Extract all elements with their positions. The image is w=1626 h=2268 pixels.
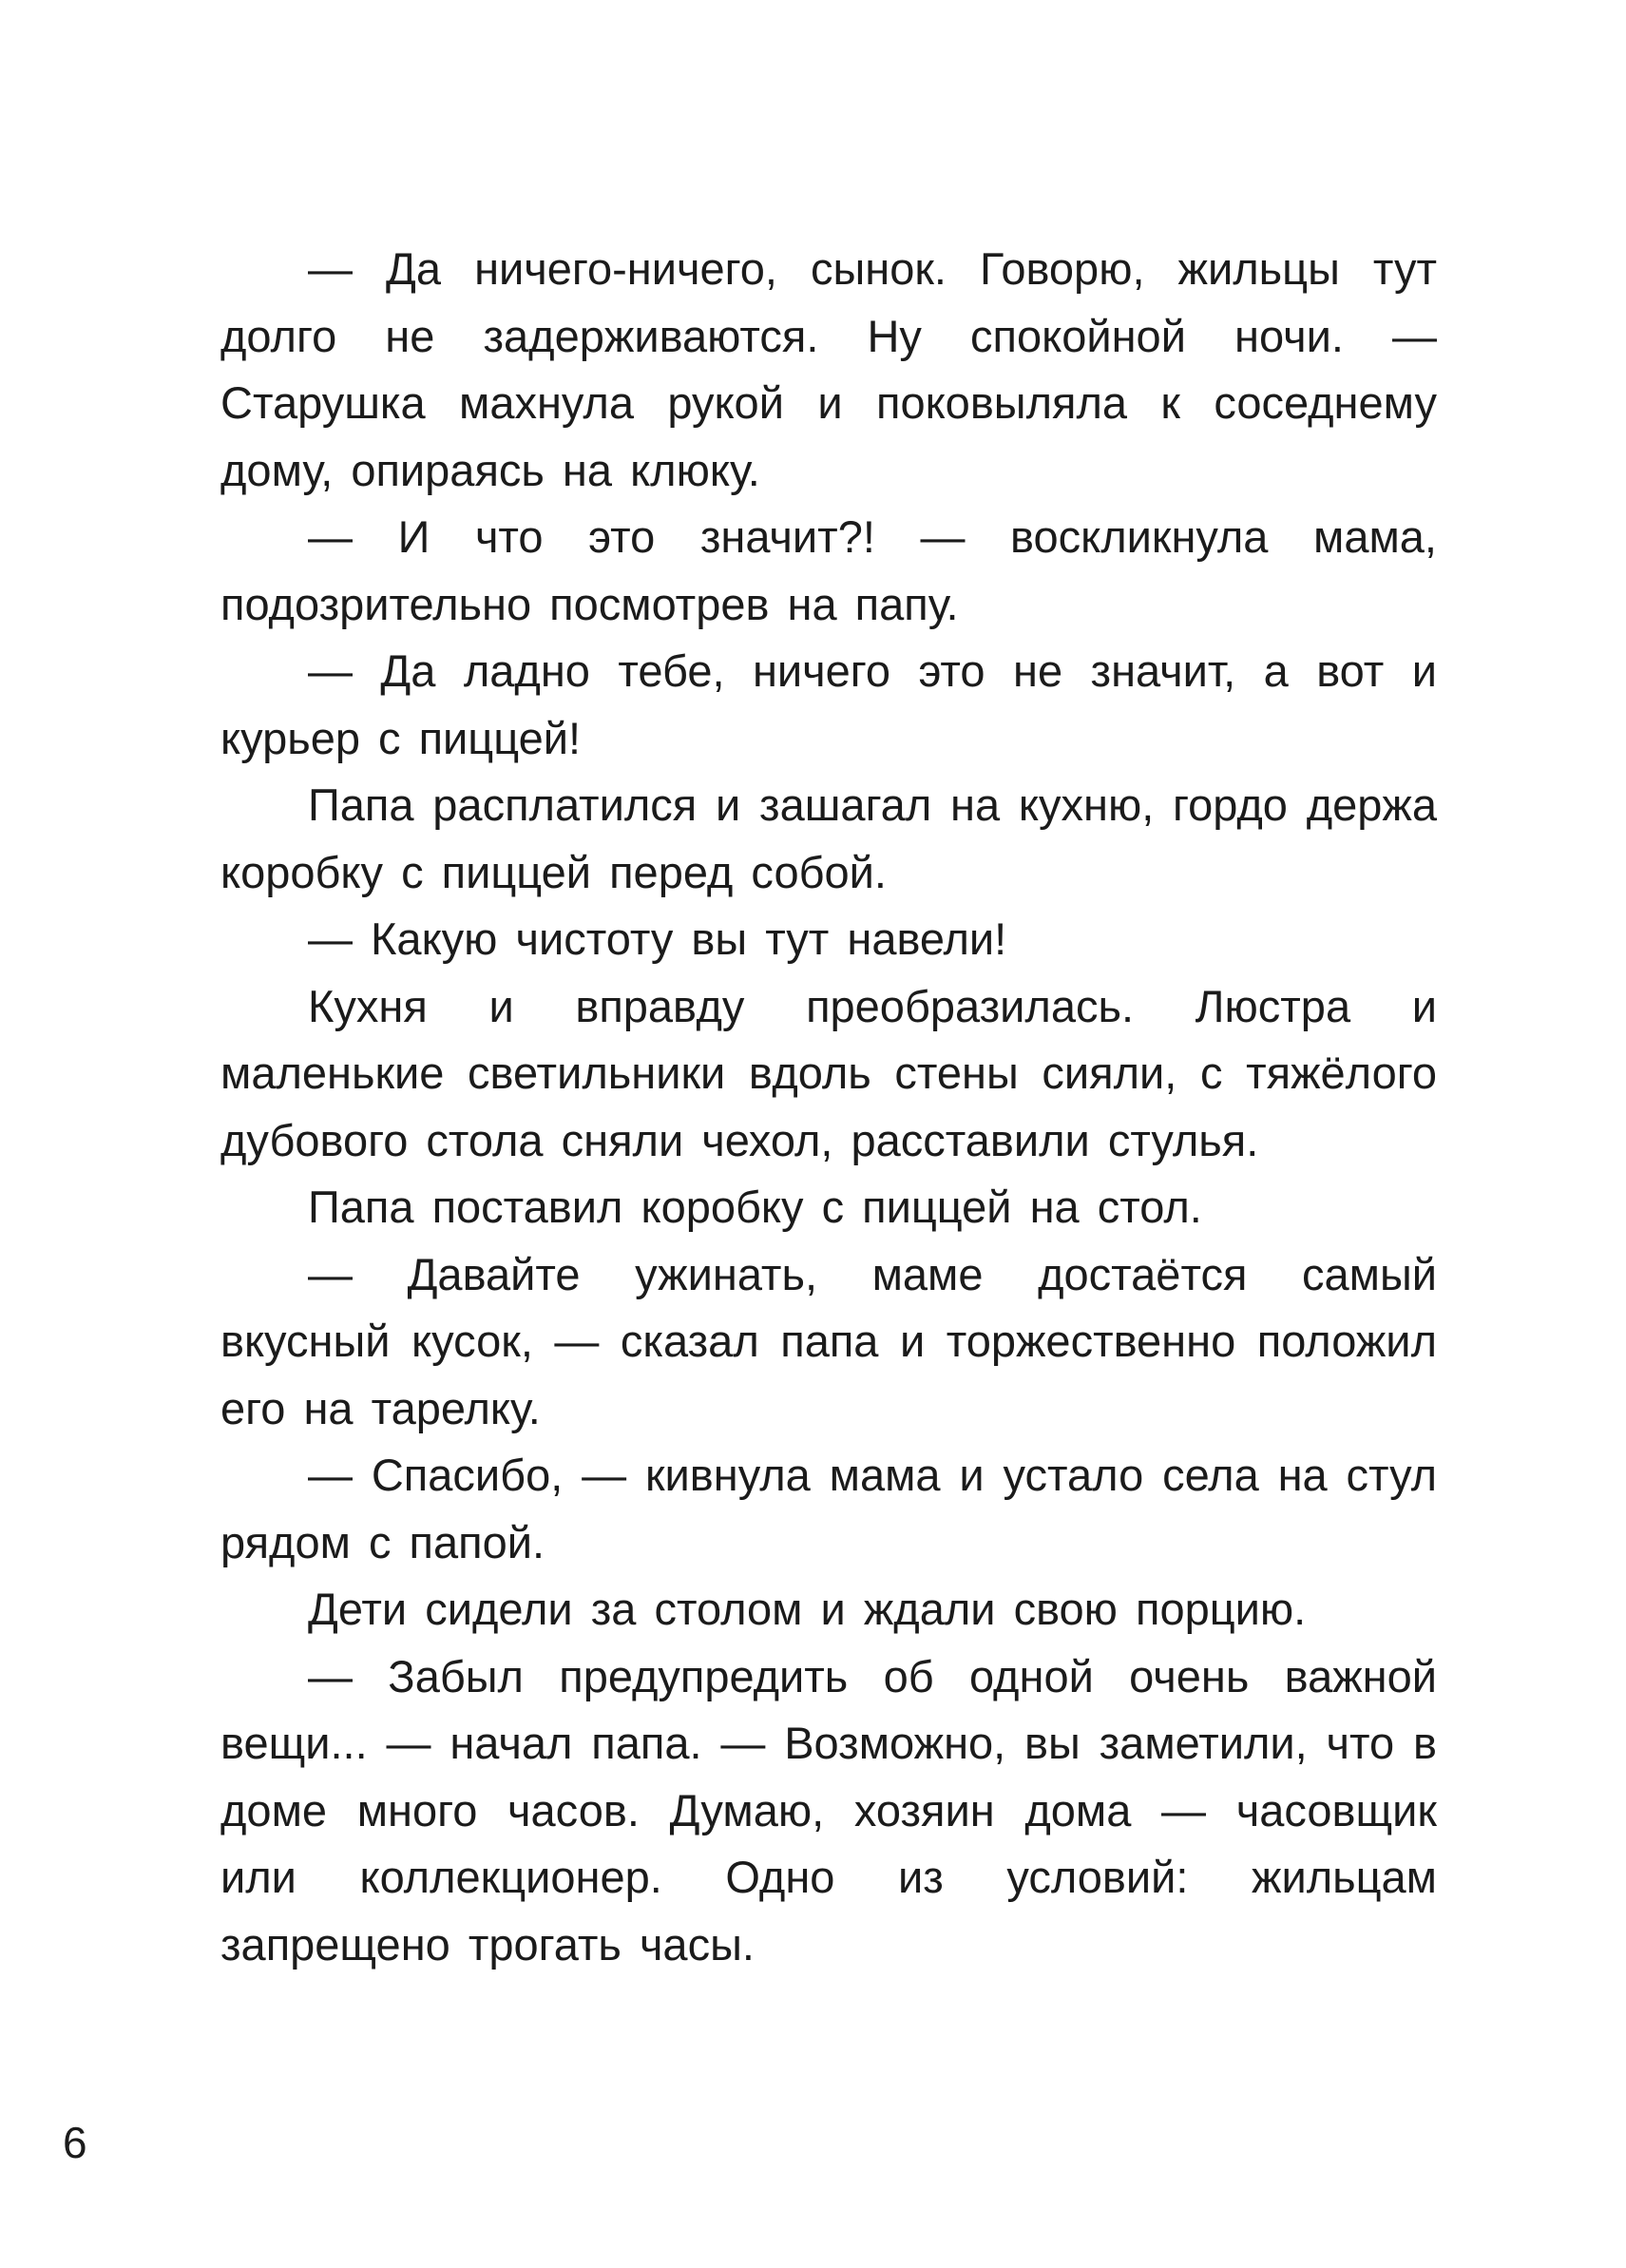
paragraph-11: — Забыл предупредить об одной очень важной вещи... — начал папа. — Возможно, вы заметили, что в доме много часов. Думаю, хозяин дома — часовщик или коллекционер. Одно из условий: жильцам запрещено трогать часы. (220, 1650, 1437, 1970)
paragraph-7: Папа поставил коробку с пиццей на стол. (308, 1182, 1202, 1232)
body-text (220, 236, 1437, 1978)
paragraph-10: Дети сидели за столом и ждали свою порцию. (308, 1584, 1307, 1634)
paragraph-9: — Спасибо, — кивнула мама и устало села на стул рядом с папой. (220, 1450, 1437, 1567)
paragraph-4: Папа расплатился и зашагал на кухню, гордо держа коробку с пиццей перед собой. (220, 779, 1437, 897)
paragraph-3: — Да ладно тебе, ничего это не значит, а вот и курьер с пиццей! (220, 645, 1437, 763)
paragraph-2: — И что это значит?! — воскликнула мама, подозрительно посмотрев на папу. (220, 511, 1437, 629)
paragraph-6: Кухня и вправду преобразилась. Люстра и маленькие светильники вдоль стены сияли, с тяжёлого дубового стола сняли чехол, расставили стулья. (220, 980, 1437, 1165)
page-number: 6 (63, 2118, 87, 2167)
paragraph-8: — Давайте ужинать, маме достаётся самый вкусный кусок, — сказал папа и торжественно положил его на тарелку. (220, 1248, 1437, 1433)
paragraph-5: — Какую чистоту вы тут навели! (308, 913, 1007, 964)
paragraph-1: — Да ничего-ничего, сынок. Говорю, жильцы тут долго не задерживаются. Ну спокойной ночи. — Старушка махнула рукой и поковыляла к соседнему дому, опираясь на клюку. (220, 243, 1437, 495)
